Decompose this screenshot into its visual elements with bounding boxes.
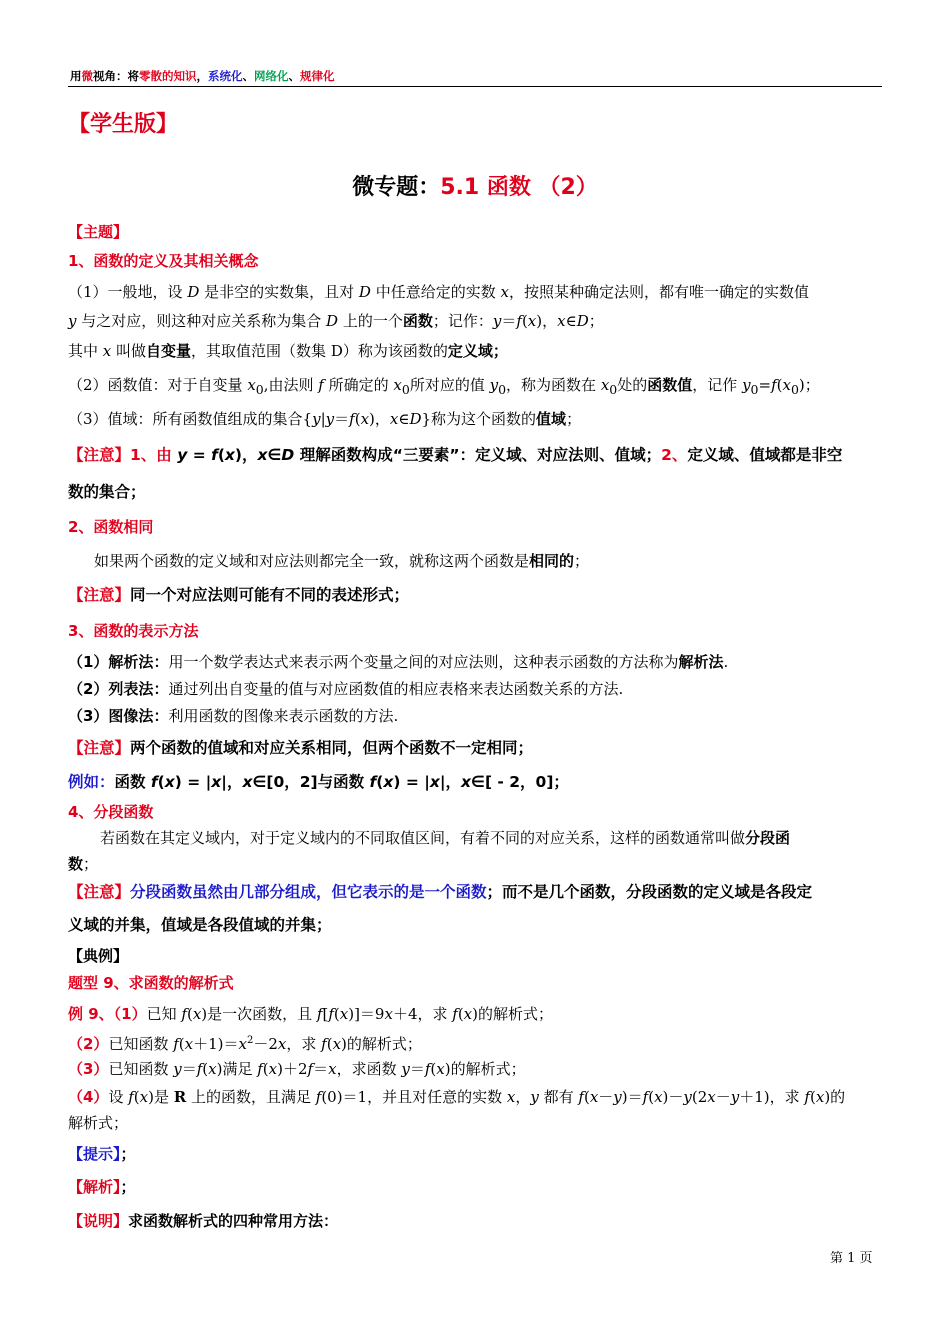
header-text: 、: [242, 69, 254, 83]
paragraph: （3）图像法：利用函数的图像来表示函数的方法.: [68, 707, 399, 725]
header-divider: [68, 86, 882, 87]
example-9-3: （3）已知函数 y＝f(x)满足 f(x)＋2f＝x，求函数 y＝f(x)的解析式；: [68, 1060, 526, 1078]
explanation-label: 【说明】求函数解析式的四种常用方法：: [68, 1212, 339, 1230]
paragraph: （2）函数值：对于自变量 $x_0$,由法则 f 所确定的 $x_0$所对应的值 $y_0$，称为函数在 $x_0$处的函数值，记作 $y_0=f(x_0)$；: [68, 376, 820, 397]
type-9-heading: 题型 9、求函数的解析式: [68, 974, 234, 992]
paragraph: （1）解析法：用一个数学表达式来表示两个变量之间的对应法则，这种表示函数的方法称为解析法.: [68, 653, 729, 671]
paragraph: （1）一般地，设 D 是非空的实数集，且对 D 中任意给定的实数 x，按照某种确定法则，都有唯一确定的实数值: [68, 283, 809, 301]
section-3-heading: 3、函数的表示方法: [68, 622, 199, 640]
header-text: 零散的知识: [139, 69, 197, 83]
hint-label: 【提示】；: [68, 1145, 136, 1163]
paragraph: y 与之对应，则这种对应关系称为集合 D 上的一个函数；记作：y＝f(x)，x∈D；: [68, 312, 604, 330]
student-version-label: 【学生版】: [68, 112, 179, 137]
page-number: 第 1 页: [830, 1251, 873, 1266]
page-header: [70, 68, 335, 84]
page-title: [0, 170, 950, 201]
section-4-heading: 4、分段函数: [68, 803, 154, 821]
paragraph: 数；: [68, 855, 99, 873]
paragraph: （3）值域：所有函数值组成的集合{y|y＝f(x)，x∈D}称为这个函数的值域；: [68, 410, 582, 428]
paragraph: 其中 x 叫做自变量，其取值范围（数集 D）称为该函数的定义域；: [68, 342, 508, 360]
paragraph: 如果两个函数的定义域和对应法则都完全一致，就称这两个函数是相同的；: [94, 552, 590, 570]
header-text: 规律化: [300, 69, 335, 83]
header-text: 微: [81, 69, 93, 83]
section-2-heading: 2、函数相同: [68, 518, 154, 536]
note-1: 【注意】1、由 y = f(x)，x∈D 理解函数构成“三要素”：定义域、对应法则、值域；2、定义域、值域都是非空: [68, 446, 843, 464]
typical-examples-heading: 【典例】: [68, 947, 129, 965]
header-text: 、: [288, 69, 300, 83]
note-4: 【注意】分段函数虽然由几部分组成，但它表示的是一个函数；而不是几个函数，分段函数的定义域是各段定: [68, 883, 813, 901]
note-4-cont: 义域的并集，值域是各段值域的并集；: [68, 916, 332, 934]
example-9-2: （2）已知函数 $f(x+1)=x^2-2x$，求 f(x)的解析式；: [68, 1035, 422, 1053]
analysis-label: 【解析】；: [68, 1178, 136, 1196]
note-3: 【注意】两个函数的值域和对应关系相同，但两个函数不一定相同；: [68, 739, 534, 757]
header-text: 网络化: [254, 69, 289, 83]
title-prefix: 微专题：: [352, 175, 441, 200]
paragraph: （2）列表法：通过列出自变量的值与对应函数值的相应表格来表达函数关系的方法.: [68, 680, 624, 698]
section-1-heading: 1、函数的定义及其相关概念: [68, 252, 259, 270]
note-2: 【注意】同一个对应法则可能有不同的表述形式；: [68, 586, 410, 604]
example-9-1: 例 9、（1）已知 f(x)是一次函数，且 f[f(x)]＝9x＋4，求 f(x)的解析式；: [68, 1005, 553, 1023]
header-text: 视角：将: [93, 69, 139, 83]
title-main: 5.1 函数 （2）: [440, 175, 598, 200]
example-9-4: （4）设 f(x)是 R 上的函数，且满足 f(0)＝1，并且对任意的实数 x，y 都有 f(x－y)＝f(x)－y(2x－y＋1)，求 f(x)的: [68, 1088, 846, 1106]
example-line: 例如：函数 f(x) = |x|，x∈[0，2]与函数 f(x) = |x|，x∈[ - 2，0]；: [68, 773, 569, 791]
header-text: ，: [196, 69, 208, 83]
example-9-4-cont: 解析式；: [68, 1114, 129, 1132]
header-text: 用: [70, 69, 82, 83]
paragraph: 若函数在其定义域内，对于定义域内的不同取值区间，有着不同的对应关系，这样的函数通常叫做分段函: [100, 829, 791, 847]
section-theme: 【主题】: [68, 223, 129, 241]
note-1-cont: 数的集合；: [68, 483, 146, 501]
header-text: 系统化: [208, 69, 243, 83]
